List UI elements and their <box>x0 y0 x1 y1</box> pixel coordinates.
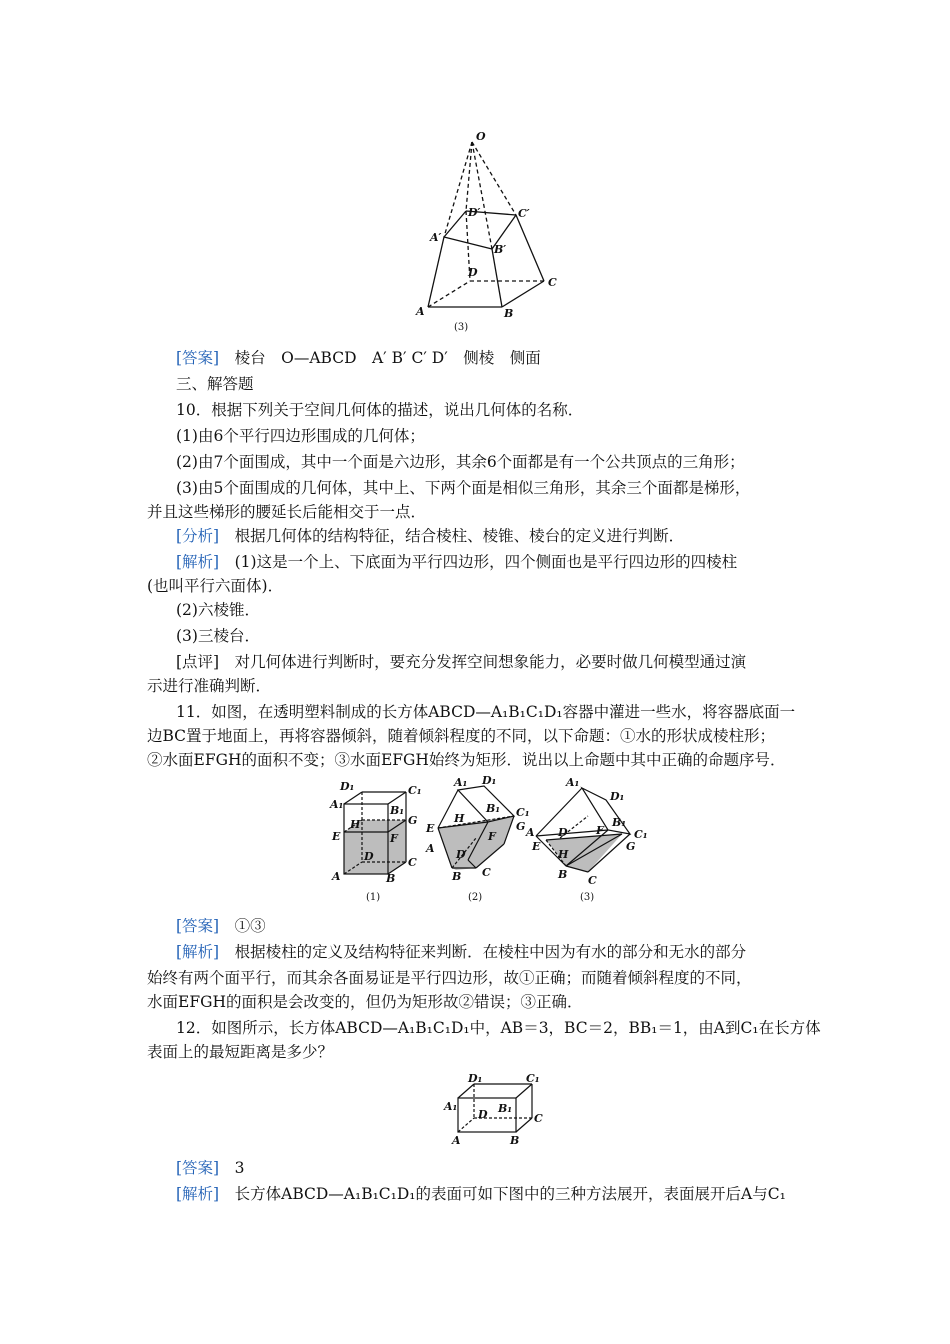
f3-caption: (3) <box>580 892 595 903</box>
label-d: D <box>468 266 478 279</box>
q11-stem-3: ②水面EFGH的面积不变；③水面EFGH始终为矩形．说出以上命题中其中正确的命题序号． <box>147 751 786 769</box>
q12-label-a: A <box>452 1134 461 1147</box>
f3-label-f: F <box>596 824 604 837</box>
q11-answer-tag: [答案] <box>176 917 220 935</box>
f1-caption: (1) <box>366 892 381 903</box>
f2-caption: (2) <box>468 892 483 903</box>
water-container-figures <box>326 776 666 908</box>
q10-analysis <box>0 524 950 548</box>
q12-answer-line <box>0 1156 950 1180</box>
frustum-diagram <box>400 125 580 335</box>
q10-solution-2: (2)六棱锥． <box>176 601 260 619</box>
q11-stem-2: 边BC置于地面上，再将容器倾斜，随着倾斜程度的不同，以下命题：①水的形状成棱柱形； <box>147 727 776 745</box>
q12-answer-text: 3 <box>234 1159 245 1177</box>
f3-label-d: D <box>558 826 568 839</box>
q11-solution-tag: [解析] <box>176 943 220 961</box>
container-diagram <box>326 776 666 908</box>
q11-solution-text-1: 根据棱柱的定义及结构特征来判断．在棱柱中因为有水的部分和无水的部分 <box>234 943 747 961</box>
q10-solution <box>0 550 950 574</box>
q11-solution-1 <box>0 940 950 964</box>
answer-tag: [答案] <box>176 349 220 367</box>
frustum-figure <box>400 125 580 335</box>
solution-text-1: (1)这是一个上、下底面为平行四边形，四个侧面也是平行四边形的四棱柱 <box>234 553 738 571</box>
label-d-prime: D′ <box>468 206 481 219</box>
f3-label-c1: C₁ <box>634 828 648 841</box>
label-b: B <box>504 307 514 320</box>
f3-label-e: E <box>532 840 541 853</box>
f1-label-b1: B₁ <box>390 804 405 817</box>
f1-label-h: H <box>350 818 361 831</box>
q10-solution-3: (3)三棱台． <box>176 627 260 645</box>
f1-label-d: D <box>364 850 374 863</box>
label-c: C <box>548 276 557 289</box>
f3-label-a1: A₁ <box>566 776 580 789</box>
f3-label-g: G <box>626 840 636 853</box>
f1-label-a: A <box>332 870 341 883</box>
f2-label-a: A <box>426 842 435 855</box>
f3-label-c: C <box>588 874 597 887</box>
q9-answer-line <box>0 346 950 370</box>
label-a-prime: A′ <box>430 231 442 244</box>
f2-label-d: D <box>456 848 466 861</box>
cuboid-figure <box>442 1072 552 1148</box>
f2-label-b1: B₁ <box>486 802 501 815</box>
f1-label-c: C <box>408 856 417 869</box>
q12-label-d: D <box>478 1108 488 1121</box>
q10-stem: 10．根据下列关于空间几何体的描述，说出几何体的名称． <box>176 401 584 419</box>
q11-stem-1: 11．如图，在透明塑料制成的长方体ABCD—A₁B₁C₁D₁容器中灌进一些水，将容器底面一 <box>176 703 796 721</box>
f1-label-d1: D₁ <box>340 780 355 793</box>
f2-label-f: F <box>488 830 496 843</box>
q10-solution-cont: (也叫平行六面体)． <box>147 577 284 595</box>
f1-label-f: F <box>390 832 398 845</box>
f1-label-g: G <box>408 814 418 827</box>
q11-solution-3: 水面EFGH的面积是会改变的，但仍为矩形故②错误；③正确． <box>147 993 583 1011</box>
f2-label-c: C <box>482 866 491 879</box>
f1-label-a1: A₁ <box>330 798 344 811</box>
label-a: A <box>416 305 425 318</box>
q12-solution <box>0 1182 950 1206</box>
q12-label-b: B <box>510 1134 520 1147</box>
q10-comment <box>0 650 950 674</box>
q12-label-c: C <box>534 1112 543 1125</box>
q11-solution-2: 始终有两个面平行，而其余各面易证是平行四边形，故①正确；而随着倾斜程度的不同， <box>147 969 752 987</box>
label-c-prime: C′ <box>518 207 530 220</box>
f2-label-c1: C₁ <box>516 806 530 819</box>
f2-label-g: G <box>516 820 526 833</box>
f2-label-a1: A₁ <box>454 776 468 789</box>
f1-label-e: E <box>332 830 341 843</box>
section-title: 三、解答题 <box>176 375 254 393</box>
q11-answer-text: ①③ <box>234 917 266 935</box>
f3-label-a: A <box>526 826 535 839</box>
f2-label-d1: D₁ <box>482 776 497 787</box>
q12-solution-text: 长方体ABCD—A₁B₁C₁D₁的表面可如下图中的三种方法展开，表面展开后A与C₁ <box>234 1185 786 1203</box>
analysis-text: 根据几何体的结构特征，结合棱柱、棱锥、棱台的定义进行判断． <box>234 527 685 545</box>
f3-label-d1: D₁ <box>610 790 625 803</box>
answer-text: 棱台 O—ABCD A′ B′ C′ D′ 侧棱 侧面 <box>234 349 541 367</box>
figure-caption: (3) <box>454 322 469 333</box>
q12-answer-tag: [答案] <box>176 1159 220 1177</box>
f3-label-h: H <box>558 848 569 861</box>
q10-comment-cont: 示进行准确判断． <box>147 677 272 695</box>
comment-text-1: 对几何体进行判断时，要充分发挥空间想象能力，必要时做几何模型通过演 <box>234 653 747 671</box>
q11-answer-line <box>0 914 950 938</box>
q12-solution-tag: [解析] <box>176 1185 220 1203</box>
q10-item-2: (2)由7个面围成，其中一个面是六边形，其余6个面都是有一个公共顶点的三角形； <box>176 453 745 471</box>
q10-item-3: (3)由5个面围成的几何体，其中上、下两个面是相似三角形，其余三个面都是梯形， <box>176 479 751 497</box>
comment-tag: [点评] <box>176 653 220 671</box>
solution-tag: [解析] <box>176 553 220 571</box>
label-b-prime: B′ <box>494 243 507 256</box>
q12-stem-2: 表面上的最短距离是多少？ <box>147 1043 334 1061</box>
q12-label-b1: B₁ <box>498 1102 513 1115</box>
f1-label-b: B <box>386 872 396 885</box>
q12-label-a1: A₁ <box>444 1100 458 1113</box>
analysis-tag: [分析] <box>176 527 220 545</box>
q12-label-d1: D₁ <box>468 1072 483 1085</box>
label-o: O <box>476 130 486 143</box>
q12-stem-1: 12．如图所示，长方体ABCD—A₁B₁C₁D₁中，AB＝3，BC＝2，BB₁＝1，由A到C₁在长方体 <box>176 1019 821 1037</box>
f3-label-b: B <box>558 868 568 881</box>
f1-label-c1: C₁ <box>408 784 422 797</box>
f2-label-h: H <box>454 812 465 825</box>
q10-item-3-cont: 并且这些梯形的腰延长后能相交于一点． <box>147 503 427 521</box>
q10-item-1: (1)由6个平行四边形围成的几何体； <box>176 427 425 445</box>
q12-label-c1: C₁ <box>526 1072 540 1085</box>
cuboid-diagram <box>442 1072 552 1148</box>
f2-label-b: B <box>452 870 462 883</box>
f2-label-e: E <box>426 822 435 835</box>
f3-label-b1: B₁ <box>612 816 627 829</box>
